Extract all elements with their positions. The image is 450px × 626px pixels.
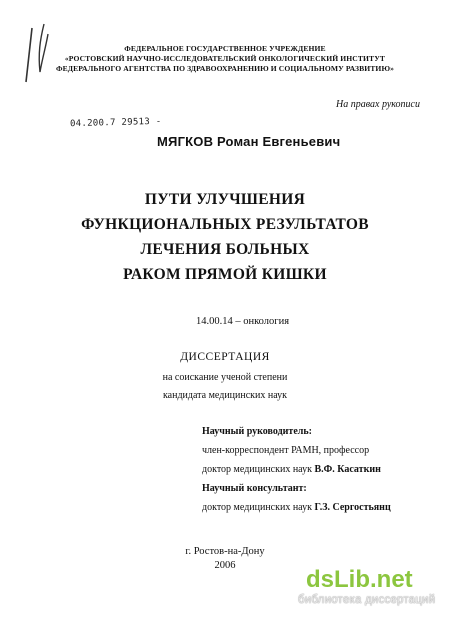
city: г. Ростов-на-Дону bbox=[185, 546, 265, 557]
consultant-heading: Научный консультант: bbox=[202, 483, 307, 494]
header-line-3: ФЕДЕРАЛЬНОГО АГЕНТСТВА ПО ЗДРАВООХРАНЕНИЮ И СОЦИАЛЬНОМУ РАЗВИТИЮ» bbox=[55, 64, 394, 73]
rights-note: На правах рукописи bbox=[336, 99, 420, 110]
advisors-block bbox=[202, 422, 391, 517]
registration-stamp: 04.200.7 29513 - bbox=[69, 116, 162, 130]
watermark-logo: dsLib.net bbox=[306, 566, 413, 593]
supervisor-heading: Научный руководитель: bbox=[202, 426, 312, 437]
title-line-1: ПУТИ УЛУЧШЕНИЯ bbox=[144, 191, 306, 208]
institution-header bbox=[0, 44, 450, 74]
header-line-1: ФЕДЕРАЛЬНОЕ ГОСУДАРСТВЕННОЕ УЧРЕЖДЕНИЕ bbox=[124, 44, 326, 53]
author-name: МЯГКОВ Роман Евгеньевич bbox=[157, 134, 341, 149]
degree-info bbox=[0, 369, 450, 405]
document-type: ДИССЕРТАЦИЯ bbox=[180, 351, 270, 363]
consultant-degree-line bbox=[202, 498, 391, 517]
header-line-2: «РОСТОВСКИЙ НАУЧНО-ИССЛЕДОВАТЕЛЬСКИЙ ОНКОЛОГИЧЕСКИЙ ИНСТИТУТ bbox=[64, 54, 386, 63]
supervisor-degree-line bbox=[202, 460, 391, 479]
title-line-4: РАКОМ ПРЯМОЙ КИШКИ bbox=[123, 266, 327, 283]
degree-line-2: кандидата медицинских наук bbox=[162, 390, 288, 401]
supervisor-name: В.Ф. Касаткин bbox=[314, 464, 381, 475]
specialty: 14.00.14 – онкология bbox=[196, 316, 290, 327]
title-line-3: ЛЕЧЕНИЯ БОЛЬНЫХ bbox=[140, 241, 310, 258]
watermark-subtitle: библиотека диссертаций bbox=[298, 594, 436, 606]
supervisor-degree: доктор медицинских наук bbox=[202, 464, 312, 475]
consultant-name: Г.З. Сергостьянц bbox=[314, 502, 391, 513]
dissertation-title bbox=[0, 187, 450, 287]
watermark bbox=[298, 566, 448, 622]
degree-line-1: на соискание ученой степени bbox=[162, 372, 288, 383]
consultant-degree: доктор медицинских наук bbox=[202, 502, 312, 513]
year: 2006 bbox=[214, 560, 236, 571]
supervisor-title: член-корреспондент РАМН, профессор bbox=[202, 445, 370, 456]
title-line-2: ФУНКЦИОНАЛЬНЫХ РЕЗУЛЬТАТОВ bbox=[81, 216, 369, 233]
